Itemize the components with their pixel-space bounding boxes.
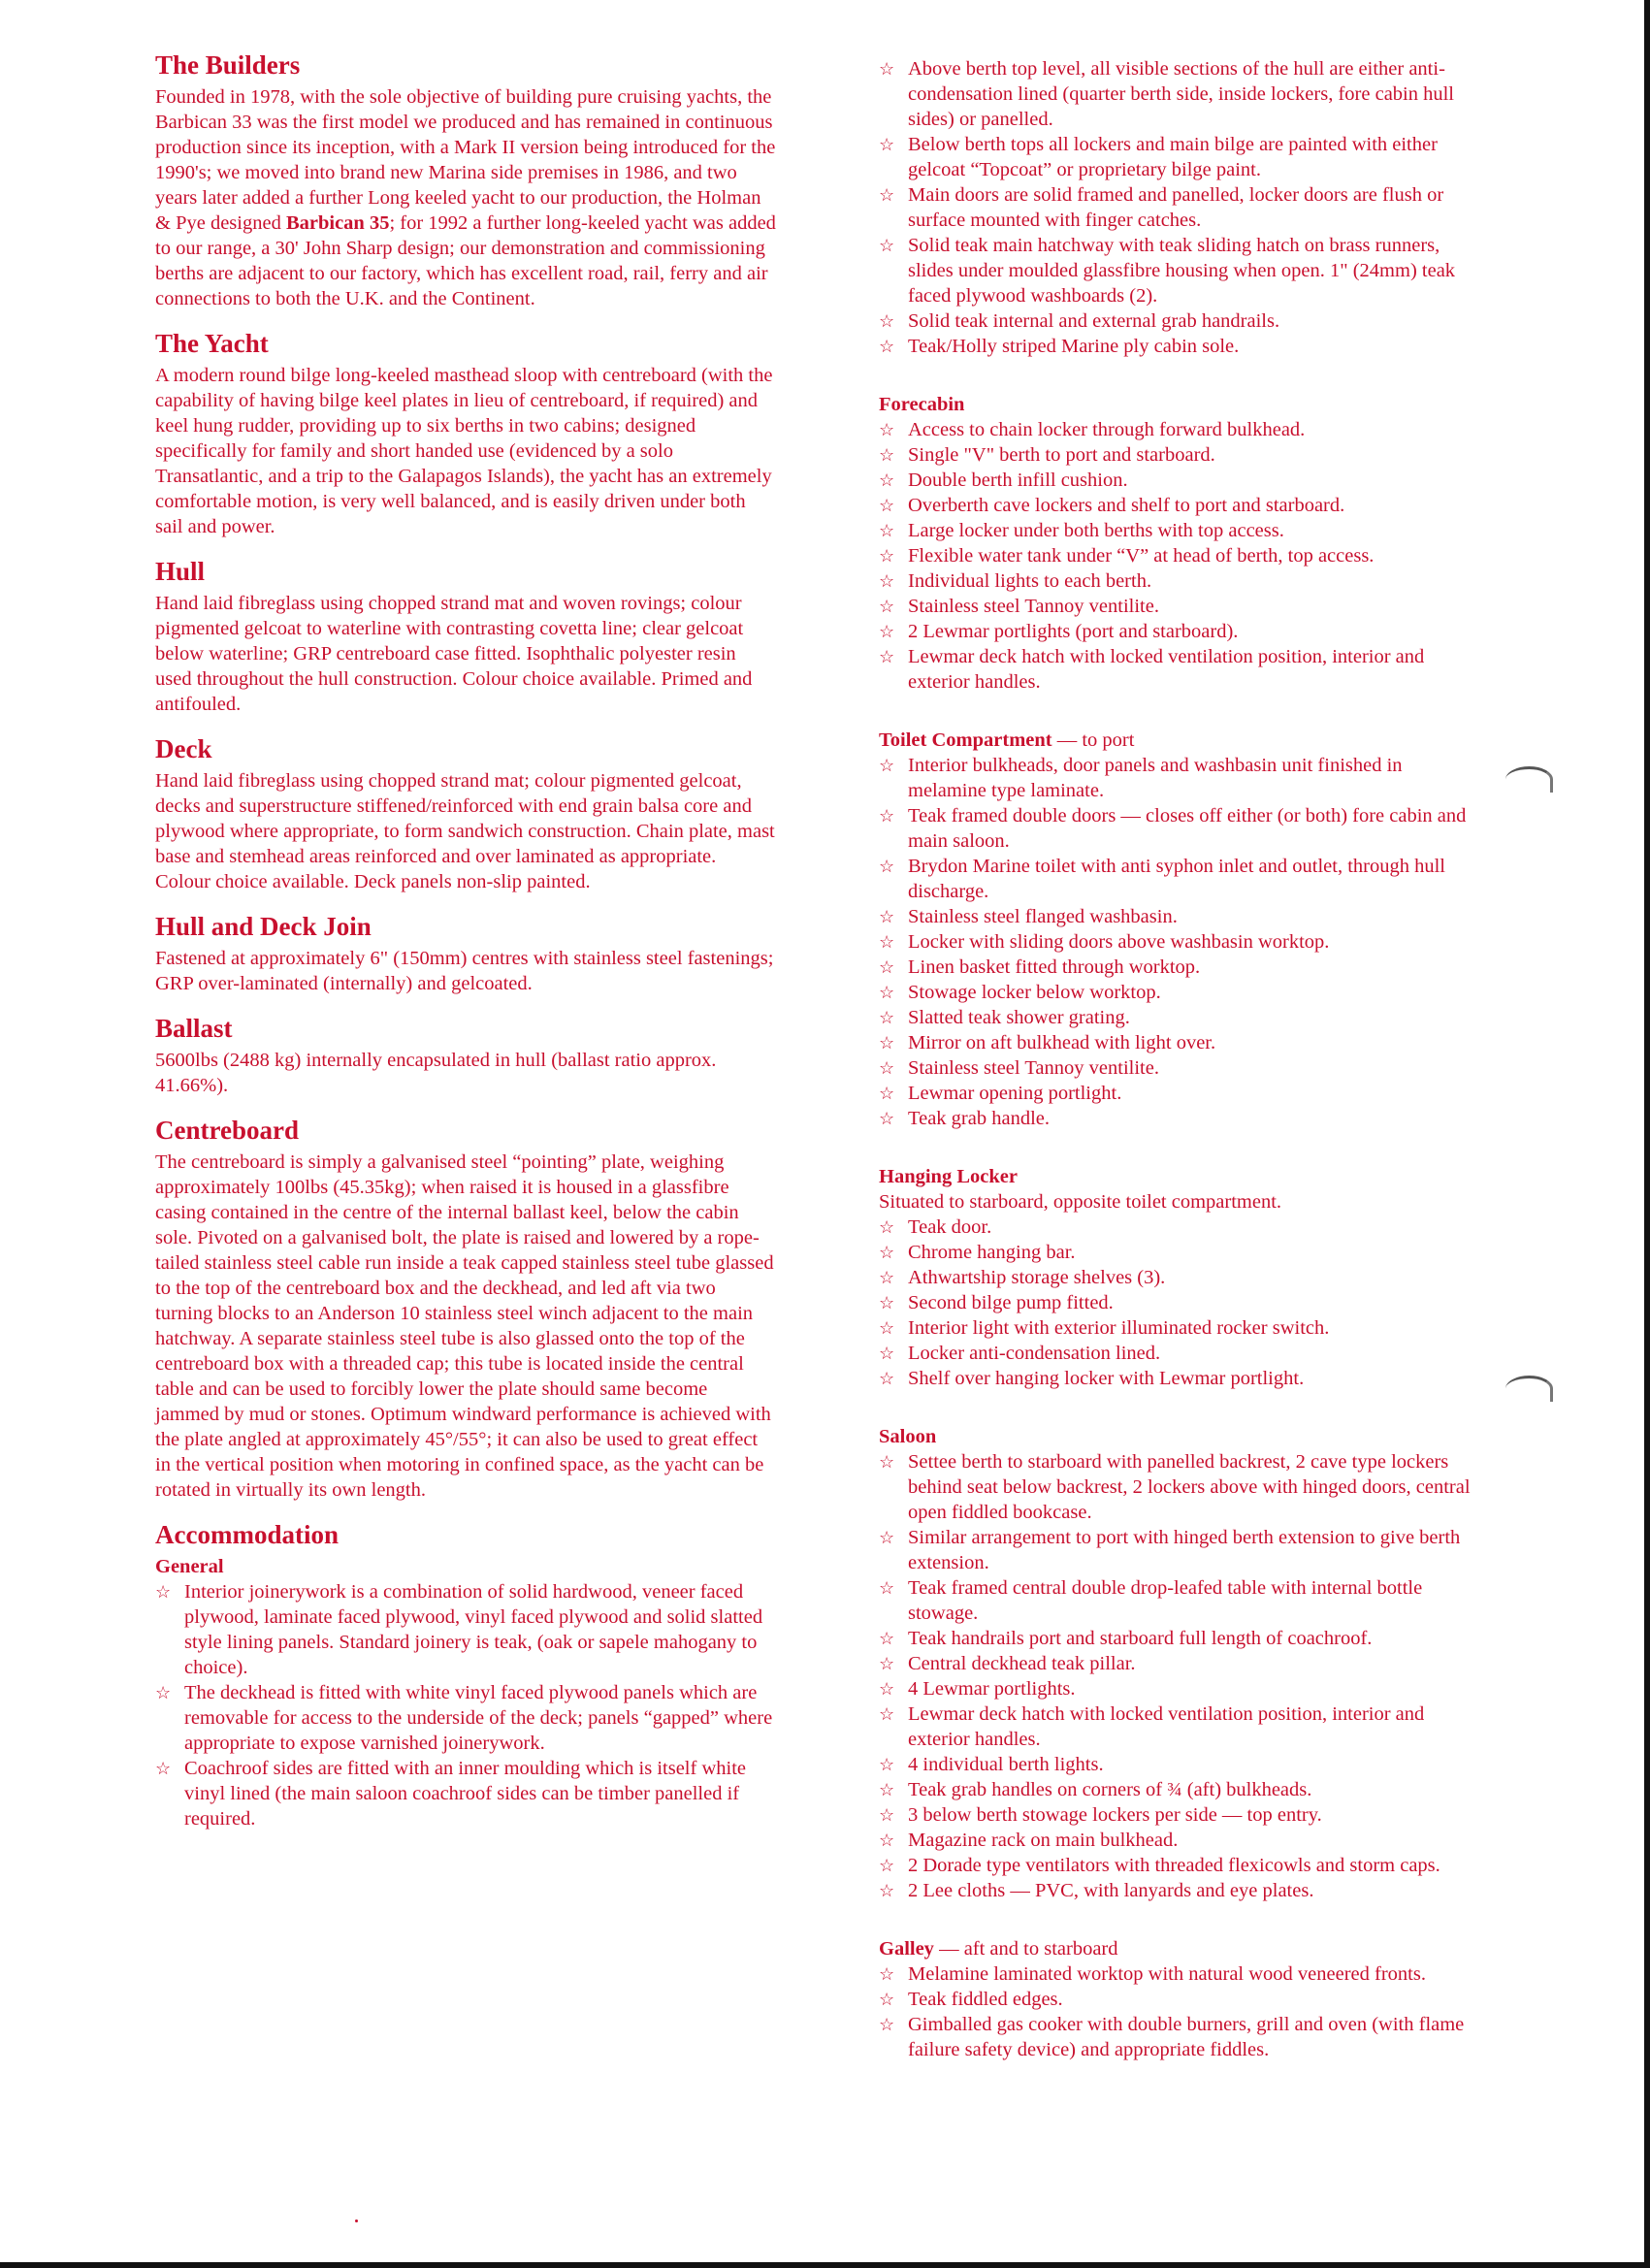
general-continued-list (879, 56, 1480, 359)
star-icon: ☆ (879, 496, 895, 515)
accommodation-heading: Accommodation (155, 1520, 339, 1550)
star-icon: ☆ (879, 1243, 895, 1262)
star-icon: ☆ (879, 1629, 895, 1648)
star-icon: ☆ (879, 1805, 895, 1825)
hanging-locker-intro: Situated to starboard, opposite toilet compartment. (879, 1191, 1282, 1213)
general-list (155, 1579, 776, 1831)
list-item: ☆ Main doors are solid framed and panelled, locker doors are flush or surface mounted with finger catches. (879, 184, 1444, 231)
star-icon: ☆ (879, 1369, 895, 1388)
list-item: ☆ Double berth infill cushion. (879, 470, 1128, 491)
star-icon: ☆ (879, 546, 895, 566)
list-item: ☆ Interior light with exterior illuminated rocker switch. (879, 1317, 1330, 1339)
star-icon: ☆ (879, 1964, 895, 1984)
list-item: ☆ Central deckhead teak pillar. (879, 1653, 1136, 1674)
star-icon: ☆ (879, 311, 895, 331)
left-column (155, 50, 776, 1849)
hull-body: Hand laid fibreglass using chopped strand mat and woven rovings; colour pigmented gelcoat to waterline with contrasting covetta line; clear gelcoat below waterline; GRP centreboard case fitted. Isophthalic polyester resin used throughout the hull construction. Colour choice available. Primed and antifouled. (155, 593, 753, 716)
forecabin-list (879, 417, 1480, 695)
list-item: ☆ 2 Lee cloths — PVC, with lanyards and eye plates. (879, 1880, 1314, 1901)
yacht-body: A modern round bilge long-keeled masthead sloop with centreboard (with the capability of having bilge keel plates in lieu of centreboard, if required) and keel hung rudder, providing up to six berths in two cabins; designed specifically for family and short handed use (evidenced by a solo Transatlantic, and a trip to the Galapagos Islands), the yacht has an extremely comfortable motion, is very well balanced, and is easily driven under both sail and power. (155, 365, 773, 538)
list-item: ☆ Locker with sliding doors above washbasin worktop. (879, 931, 1330, 953)
star-icon: ☆ (879, 1990, 895, 2009)
list-item: ☆ Shelf over hanging locker with Lewmar portlight. (879, 1368, 1305, 1389)
list-item: ☆ 4 Lewmar portlights. (879, 1678, 1076, 1700)
section-deck (155, 734, 776, 894)
star-icon: ☆ (879, 647, 895, 666)
star-icon: ☆ (879, 445, 895, 465)
punch-hole-mark (1505, 1376, 1553, 1402)
star-icon: ☆ (879, 470, 895, 490)
section-accommodation (155, 1520, 776, 1831)
list-item: ☆ Lewmar deck hatch with locked ventilation position, interior and exterior handles. (879, 646, 1425, 693)
star-icon: ☆ (879, 1318, 895, 1338)
star-icon: ☆ (879, 337, 895, 356)
centreboard-body: The centreboard is simply a galvanised steel “pointing” plate, weighing approximately 100lbs (45.35kg); when raised it is housed in a glassfibre casing contained in the centre of the internal ballast keel, below the cabin sole. Pivoted on a galvanised bolt, the plate is raised and lowered by a rope-tailed stainless steel cable run inside a teak capped stainless steel tube glassed to the top of the centreboard box and the deckhead, and led aft via two turning blocks to an Anderson 10 stainless steel winch adjacent to the main hatchway. A separate stainless steel tube is also glassed onto the top of the centreboard box with a threaded cap; this tube is located inside the central table and can be used to forcibly lower the plate should same become jammed by mud or stones. Optimum windward performance is achieved with the plate angled at approximately 45°/55°; it can also be used to great effect in the vertical position when motoring in confined space, as the yacht can be rotated in virtually its own length. (155, 1151, 774, 1502)
star-icon: ☆ (879, 756, 895, 775)
list-item: ☆ 2 Lewmar portlights (port and starboard). (879, 621, 1239, 642)
speck (355, 2219, 358, 2222)
list-item: ☆ Lewmar deck hatch with locked ventilation position, interior and exterior handles. (879, 1703, 1425, 1750)
list-item: ☆ The deckhead is fitted with white vinyl faced plywood panels which are removable for access to the underside of the deck; panels “gapped” where appropriate to expose varnished joinerywork. (155, 1682, 773, 1755)
list-item: ☆ Individual lights to each berth. (879, 570, 1152, 592)
list-item: ☆ Lewmar opening portlight. (879, 1083, 1122, 1104)
star-icon: ☆ (879, 857, 895, 876)
general-subheading: General (155, 1556, 224, 1578)
star-icon: ☆ (879, 1268, 895, 1287)
section-hull-deck-join (155, 912, 776, 996)
list-item: ☆ Linen basket fitted through worktop. (879, 956, 1201, 978)
list-item: ☆ Melamine laminated worktop with natural wood veneered fronts. (879, 1963, 1426, 1985)
page-edge-bottom (0, 2262, 1650, 2268)
star-icon: ☆ (879, 1780, 895, 1799)
star-icon: ☆ (879, 185, 895, 205)
star-icon: ☆ (879, 597, 895, 616)
galley-list (879, 1961, 1480, 2062)
list-item: ☆ 4 individual berth lights. (879, 1754, 1104, 1775)
list-item: ☆ Below berth tops all lockers and main bilge are painted with either gelcoat “Topcoat” or proprietary bilge paint. (879, 134, 1438, 180)
list-item: ☆ Teak handrails port and starboard full length of coachroof. (879, 1628, 1373, 1649)
section-hanging-locker (879, 1164, 1480, 1391)
list-item: ☆ Brydon Marine toilet with anti syphon inlet and outlet, through hull discharge. (879, 856, 1446, 902)
list-item: ☆ Teak framed central double drop-leafed table with internal bottle stowage. (879, 1577, 1423, 1624)
list-item: ☆ Settee berth to starboard with panelled backrest, 2 cave type lockers behind seat below backrest, 2 lockers above with hinged doors, central open fiddled bookcase. (879, 1451, 1471, 1523)
ballast-heading: Ballast (155, 1014, 233, 1044)
star-icon: ☆ (879, 135, 895, 154)
list-item: ☆ Large locker under both berths with top access. (879, 520, 1284, 541)
star-icon: ☆ (879, 622, 895, 641)
builders-body: Founded in 1978, with the sole objective of building pure cruising yachts, the Barbican 33 was the first model we produced and has remained in continuous production since its inception, with a Mark II version being introduced for the 1990's; we moved into brand new Marina side premises in 1986, and two years later added a further Long keeled yacht to our production, the Holman & Pye designed Barbican 35; for 1992 a further long-keeled yacht was added to our range, a 30' John Sharp design; our demonstration and commissioning berths are adjacent to our factory, which has excellent road, rail, ferry and air connections to both the U.K. and the Continent. (155, 86, 776, 310)
star-icon: ☆ (155, 1759, 172, 1779)
toilet-subheading: Toilet Compartment — to port (879, 729, 1135, 751)
saloon-subheading: Saloon (879, 1426, 937, 1447)
section-hull (155, 557, 776, 717)
section-toilet (879, 728, 1480, 1131)
join-heading: Hull and Deck Join (155, 912, 372, 942)
ballast-body: 5600lbs (2488 kg) internally encapsulated in hull (ballast ratio approx. 41.66%). (155, 1050, 717, 1097)
centreboard-heading: Centreboard (155, 1116, 299, 1146)
list-item: ☆ Stainless steel Tannoy ventilite. (879, 1057, 1159, 1079)
list-item: ☆ Chrome hanging bar. (879, 1242, 1076, 1263)
list-item: ☆ Solid teak main hatchway with teak sliding hatch on brass runners, slides under moulded glassfibre housing when open. 1" (24mm) teak faced plywood washboards (2). (879, 235, 1456, 307)
hanging-locker-list (879, 1215, 1480, 1391)
star-icon: ☆ (879, 1058, 895, 1078)
list-item: ☆ Athwartship storage shelves (3). (879, 1267, 1166, 1288)
list-item: ☆ 2 Dorade type ventilators with threaded flexicowls and storm caps. (879, 1855, 1440, 1876)
list-item: ☆ Teak grab handle. (879, 1108, 1050, 1129)
list-item: ☆ Overberth cave lockers and shelf to port and starboard. (879, 495, 1345, 516)
list-item: ☆ Stowage locker below worktop. (879, 982, 1161, 1003)
star-icon: ☆ (879, 1008, 895, 1027)
list-item: ☆ Above berth top level, all visible sections of the hull are either anti-condensation lined (quarter berth side, inside lockers, fore cabin hull sides) or panelled. (879, 58, 1454, 130)
galley-subheading: Galley — aft and to starboard (879, 1938, 1118, 1960)
list-item: ☆ Interior bulkheads, door panels and washbasin unit finished in melamine type laminate. (879, 755, 1403, 801)
star-icon: ☆ (879, 521, 895, 540)
list-item: ☆ Teak framed double doors — closes off either (or both) fore cabin and main saloon. (879, 805, 1467, 852)
section-galley (879, 1936, 1480, 2062)
list-item: ☆ Access to chain locker through forward bulkhead. (879, 419, 1306, 440)
list-item: ☆ Magazine rack on main bulkhead. (879, 1830, 1179, 1851)
section-centreboard (155, 1116, 776, 1503)
star-icon: ☆ (879, 806, 895, 826)
join-body: Fastened at approximately 6" (150mm) centres with stainless steel fastenings; GRP over-laminated (internally) and gelcoated. (155, 948, 774, 995)
section-ballast (155, 1014, 776, 1098)
star-icon: ☆ (879, 907, 895, 926)
deck-body: Hand laid fibreglass using chopped strand mat; colour pigmented gelcoat, decks and superstructure stiffened/reinforced with end grain balsa core and plywood where appropriate, to form sandwich construction. Chain plate, mast base and stemhead areas reinforced and over laminated as appropriate. Colour choice available. Deck panels non-slip painted. (155, 770, 775, 893)
star-icon: ☆ (879, 2015, 895, 2034)
section-general-continued (879, 56, 1480, 359)
star-icon: ☆ (879, 1293, 895, 1312)
star-icon: ☆ (879, 1679, 895, 1699)
star-icon: ☆ (879, 983, 895, 1002)
star-icon: ☆ (879, 1033, 895, 1053)
star-icon: ☆ (879, 1881, 895, 1900)
star-icon: ☆ (879, 420, 895, 439)
star-icon: ☆ (879, 1755, 895, 1774)
star-icon: ☆ (879, 1831, 895, 1850)
star-icon: ☆ (879, 1084, 895, 1103)
builders-heading: The Builders (155, 50, 301, 80)
hanging-locker-subheading: Hanging Locker (879, 1166, 1018, 1187)
list-item: ☆ Slatted teak shower grating. (879, 1007, 1130, 1028)
star-icon: ☆ (879, 1578, 895, 1598)
section-forecabin (879, 392, 1480, 695)
yacht-heading: The Yacht (155, 329, 269, 359)
section-builders (155, 50, 776, 311)
list-item: ☆ Mirror on aft bulkhead with light over. (879, 1032, 1216, 1053)
list-item: ☆ Teak door. (879, 1216, 992, 1238)
hull-heading: Hull (155, 557, 206, 587)
section-saloon (879, 1424, 1480, 1903)
list-item: ☆ Second bilge pump fitted. (879, 1292, 1114, 1313)
star-icon: ☆ (879, 1856, 895, 1875)
list-item: ☆ Single "V" berth to port and starboard. (879, 444, 1215, 466)
list-item: ☆ Solid teak internal and external grab handrails. (879, 310, 1280, 332)
right-column (879, 56, 1480, 2095)
list-item: ☆ Teak fiddled edges. (879, 1989, 1063, 2010)
star-icon: ☆ (879, 1217, 895, 1237)
section-yacht (155, 329, 776, 539)
star-icon: ☆ (879, 957, 895, 977)
punch-hole-mark (1505, 766, 1553, 793)
list-item: ☆ Teak grab handles on corners of ¾ (aft) bulkheads. (879, 1779, 1312, 1800)
star-icon: ☆ (879, 59, 895, 79)
list-item: ☆ Gimballed gas cooker with double burners, grill and oven (with flame failure safety device) and appropriate fiddles. (879, 2014, 1465, 2060)
saloon-list (879, 1449, 1480, 1903)
list-item: ☆ Stainless steel Tannoy ventilite. (879, 596, 1159, 617)
list-item: ☆ 3 below berth stowage lockers per side — top entry. (879, 1804, 1322, 1826)
list-item: ☆ Similar arrangement to port with hinged berth extension to give berth extension. (879, 1527, 1461, 1573)
star-icon: ☆ (879, 236, 895, 255)
list-item: ☆ Teak/Holly striped Marine ply cabin sole. (879, 336, 1240, 357)
star-icon: ☆ (879, 1704, 895, 1724)
star-icon: ☆ (155, 1683, 172, 1703)
star-icon: ☆ (879, 1528, 895, 1547)
list-item: ☆ Interior joinerywork is a combination of solid hardwood, veneer faced plywood, laminate faced plywood, vinyl faced plywood and solid slatted style lining panels. Standard joinery is teak, (oak or sapele mahogany to choice). (155, 1581, 763, 1679)
star-icon: ☆ (879, 571, 895, 591)
star-icon: ☆ (879, 1654, 895, 1673)
star-icon: ☆ (879, 932, 895, 952)
star-icon: ☆ (879, 1344, 895, 1363)
list-item: ☆ Flexible water tank under “V” at head of berth, top access. (879, 545, 1375, 567)
toilet-list (879, 753, 1480, 1131)
page-edge-right (1644, 0, 1650, 2268)
star-icon: ☆ (879, 1452, 895, 1472)
star-icon: ☆ (155, 1582, 172, 1603)
star-icon: ☆ (879, 1109, 895, 1128)
forecabin-subheading: Forecabin (879, 394, 965, 415)
list-item: ☆ Stainless steel flanged washbasin. (879, 906, 1178, 927)
list-item: ☆ Locker anti-condensation lined. (879, 1343, 1161, 1364)
deck-heading: Deck (155, 734, 212, 764)
list-item: ☆ Coachroof sides are fitted with an inner moulding which is itself white vinyl lined (the main saloon coachroof sides can be timber panelled if required. (155, 1758, 746, 1831)
